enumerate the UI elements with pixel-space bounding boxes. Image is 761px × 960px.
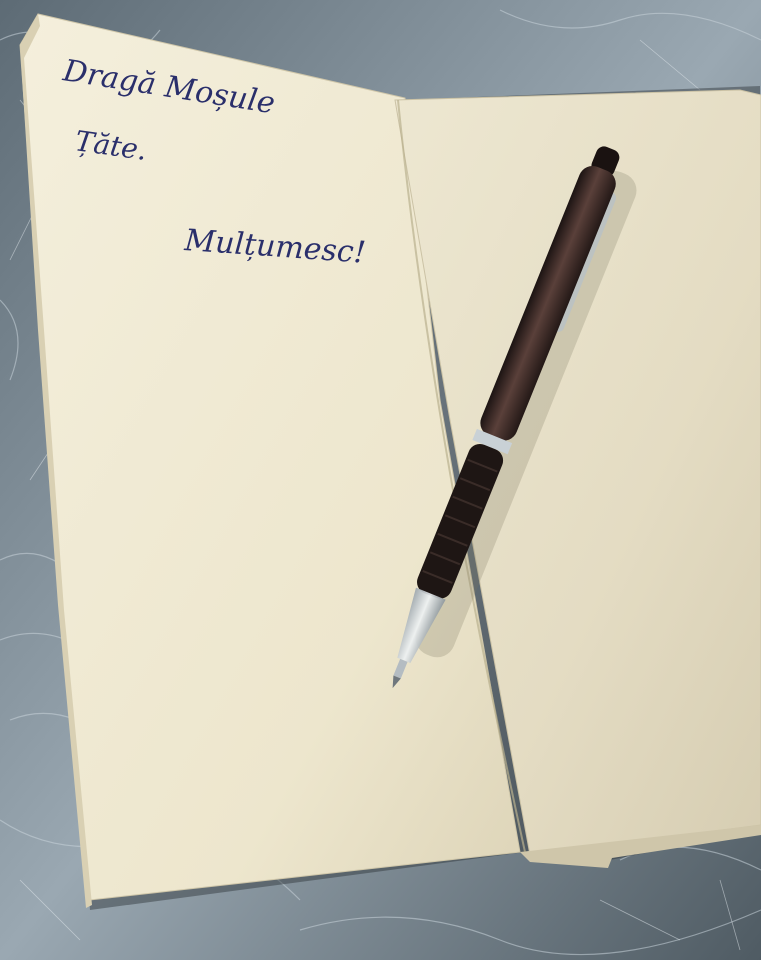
handwritten-line-thanks: Mulțumesc!: [183, 223, 367, 271]
handwritten-line-second: Țăte.: [73, 124, 150, 167]
handwritten-line-greeting: Dragă Moșule: [60, 53, 278, 122]
